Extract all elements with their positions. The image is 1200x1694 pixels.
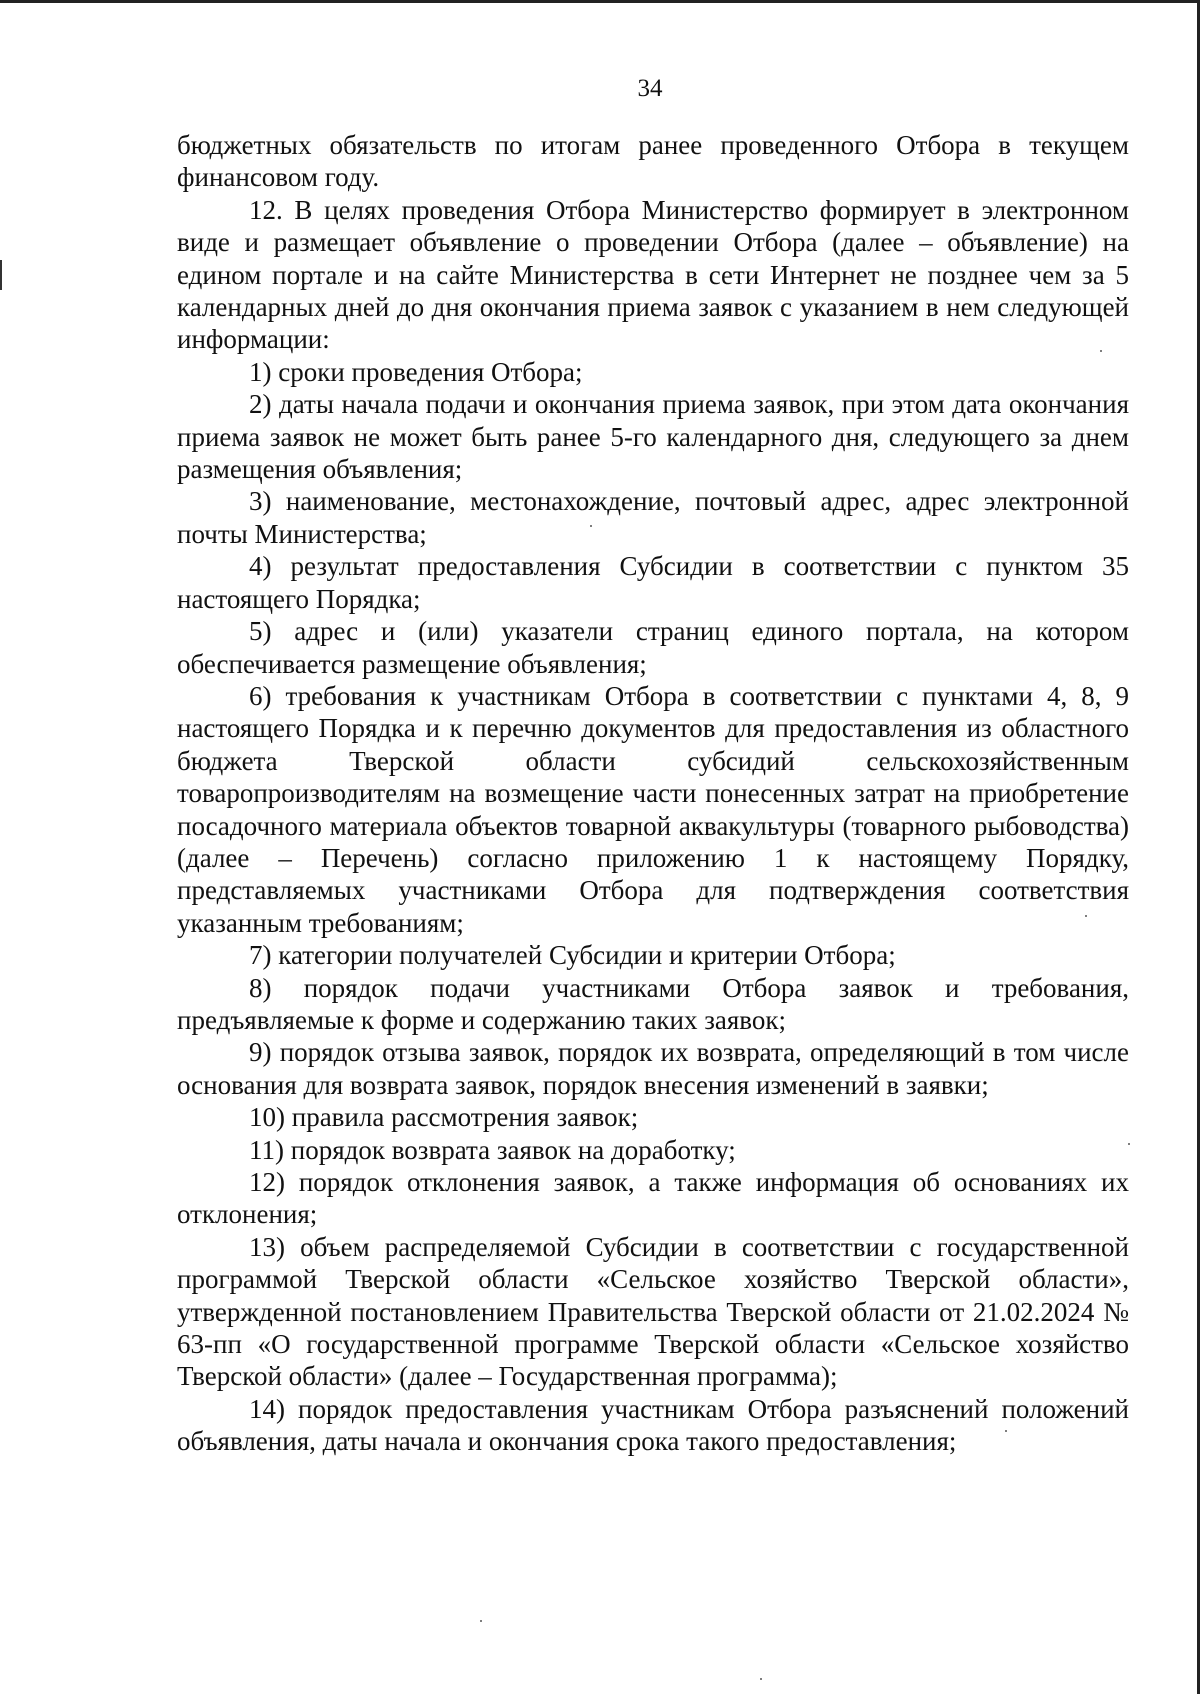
list-item-3: 3) наименование, местонахождение, почтовый адрес, адрес электронной почты Министерства; [177,486,1129,549]
list-item-12: 12) порядок отклонения заявок, а также информация об основаниях их отклонения; [177,1167,1129,1230]
list-item-9: 9) порядок отзыва заявок, порядок их возврата, определяющий в том числе основания для возврата заявок, порядок внесения изменений в заявки; [177,1037,1129,1100]
scan-speck [1085,915,1087,917]
document-body [177,129,1129,1458]
page-number: 34 [637,75,663,102]
paragraph-clause-12: 12. В целях проведения Отбора Министерство формирует в электронном виде и размещает объявление о проведении Отбора (далее – объявление) на едином портале и на сайте Министерства в сети Интернет не позднее чем за 5 календарных дней до дня окончания приема заявок с указанием в нем следующей информации: [177,194,1129,355]
scan-speck [480,1620,482,1622]
scan-speck [1128,1143,1130,1145]
scan-speck [1100,350,1102,352]
list-item-6: 6) требования к участникам Отбора в соответствии с пунктами 4, 8, 9 настоящего Порядка и к перечню документов для предоставления из областного бюджета Тверской области субсидий сельскохозяйственным товаропроизводителям на возмещение части понесенных затрат на приобретение посадочного материала объектов товарной аквакультуры (товарного рыбоводства) (далее – Перечень) согласно приложению 1 к настоящему Порядку, представляемых участниками Отбора для подтверждения соответствия указанным требованиям; [177,680,1129,938]
list-item-5: 5) адрес и (или) указатели страниц единого портала, на котором обеспечивается размещение объявления; [177,616,1129,679]
list-item-10: 10) правила рассмотрения заявок; [249,1102,639,1133]
list-item-4: 4) результат предоставления Субсидии в соответствии с пунктом 35 настоящего Порядка; [177,551,1129,614]
list-item-13: 13) объем распределяемой Субсидии в соответствии с государственной программой Тверской области «Сельское хозяйство Тверской области», утвержденной постановлением Правительства Тверской области от 21.02.2024 № 63-пп «О государственной программе Тверской области «Сельское хозяйство Тверской области» (далее – Государственная программа); [177,1231,1129,1392]
paragraph-continuation: бюджетных обязательств по итогам ранее проведенного Отбора в текущем финансовом году. [177,130,1129,193]
list-item-14: 14) порядок предоставления участникам Отбора разъяснений положений объявления, даты начала и окончания срока такого предоставления; [177,1393,1129,1457]
list-item-7: 7) категории получателей Субсидии и критерии Отбора; [249,940,896,971]
list-item-1: 1) сроки проведения Отбора; [249,356,583,387]
list-item-11: 11) порядок возврата заявок на доработку; [249,1134,736,1165]
scan-edge-top [0,0,1200,3]
list-item-8: 8) порядок подачи участниками Отбора заявок и требования, предъявляемые к форме и содержанию таких заявок; [177,972,1129,1035]
scan-speck [760,1678,762,1680]
scan-speck [590,525,592,527]
scan-speck [1005,1430,1007,1432]
list-item-2: 2) даты начала подачи и окончания приема заявок, при этом дата окончания приема заявок не может быть ранее 5-го календарного дня, следующего за днем размещения объявления; [177,389,1129,485]
scan-edge-left [0,260,2,290]
